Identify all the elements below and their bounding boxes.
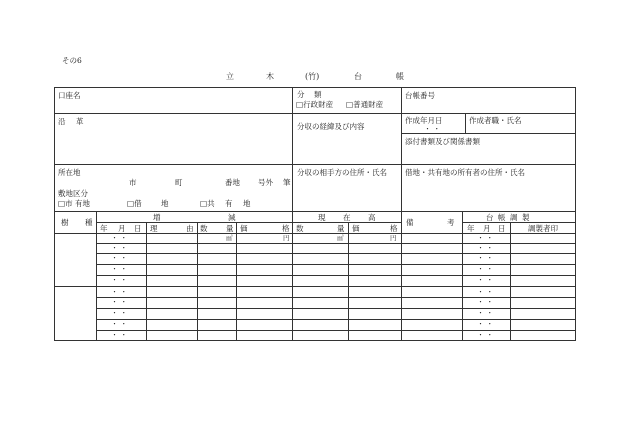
date-dots: ・ ・ xyxy=(111,298,128,306)
title-char: 木 xyxy=(266,72,274,81)
created-date-label: 作成年月日 xyxy=(405,116,443,125)
location-label: 所在地 xyxy=(58,168,81,177)
species-header-char: 樹 xyxy=(61,218,69,227)
ledger-prep-header-char: 帳 xyxy=(498,213,506,222)
ymd-header: 月 xyxy=(118,224,126,233)
increase-decrease-header-char: 減 xyxy=(228,213,236,222)
classification-label-char: 分 xyxy=(297,90,305,99)
date-dots: ・ ・ xyxy=(111,331,128,339)
date-dots: ・ ・ xyxy=(111,234,128,242)
unit-yen: 円 xyxy=(283,234,290,242)
date-dots: ・ ・ xyxy=(477,234,494,242)
ledger-prep-header-char: 製 xyxy=(522,213,530,222)
title-char: 帳 xyxy=(396,72,404,81)
location-lot: 番地 xyxy=(225,178,240,187)
remarks-header-char: 考 xyxy=(447,218,455,227)
ledger-prep-header-char: 調 xyxy=(510,213,518,222)
history-label-char: 革 xyxy=(76,117,84,126)
reason-header: 理 xyxy=(150,224,158,233)
date-dots: ・ ・ xyxy=(477,320,494,328)
form-number: その6 xyxy=(62,56,82,65)
location-city: 市 xyxy=(129,178,137,187)
unit-m3: ㎥ xyxy=(337,234,344,242)
shared-label-char: 有 xyxy=(225,199,233,208)
prep-ymd-header: 日 xyxy=(498,224,506,233)
current-header-char: 現 xyxy=(318,213,326,222)
ledger-prep-header-char: 台 xyxy=(486,213,494,222)
shared-label-char: 地 xyxy=(243,199,251,208)
location-extra: 号外 xyxy=(258,178,273,187)
ymd-header: 日 xyxy=(134,224,142,233)
counterparty-label: 分収の相手方の住所・氏名 xyxy=(297,168,387,177)
date-dots: ・ ・ xyxy=(111,244,128,252)
landowner-label: 借地・共有地の所有者の住所・氏名 xyxy=(405,168,525,177)
location-town: 町 xyxy=(175,178,183,187)
qty-header: 数 xyxy=(200,224,208,233)
ledger-number-label: 台帳番号 xyxy=(405,91,435,100)
date-dots: ・ ・ xyxy=(111,288,128,296)
date-dots: ・ ・ xyxy=(111,254,128,262)
title-char: (竹) xyxy=(305,72,320,81)
leased-checkbox[interactable]: □借 xyxy=(127,199,142,208)
date-dots: ・ ・ xyxy=(111,320,128,328)
price-header: 格 xyxy=(282,224,290,233)
attachments-label: 添付書類及び関係書類 xyxy=(405,137,480,146)
title-char: 台 xyxy=(354,72,362,81)
date-dots: ・ ・ xyxy=(477,265,494,273)
land-class-label: 敷地区分 xyxy=(58,189,88,198)
price-header: 価 xyxy=(240,224,248,233)
creator-label: 作成者職・氏名 xyxy=(469,116,522,125)
classification-label-char: 類 xyxy=(314,90,322,99)
ymd-header: 年 xyxy=(100,224,108,233)
date-dots: ・ ・ xyxy=(477,331,494,339)
current-header-char: 在 xyxy=(343,213,351,222)
acquisition-details-label: 分収の経緯及び内容 xyxy=(297,122,365,131)
date-dots: ・ ・ xyxy=(477,288,494,296)
remarks-header-char: 備 xyxy=(406,218,414,227)
date-dots: ・ ・ xyxy=(111,309,128,317)
history-label-char: 沿 xyxy=(58,117,66,126)
date-dots: ・ ・ xyxy=(477,276,494,284)
administrative-property-checkbox[interactable]: □行政財産 xyxy=(296,100,334,109)
qty-header: 量 xyxy=(226,224,234,233)
reason-header: 由 xyxy=(186,224,194,233)
date-dots: ・ ・ xyxy=(111,265,128,273)
unit-m3: ㎥ xyxy=(226,234,233,242)
prep-ymd-header: 月 xyxy=(483,224,491,233)
date-dots: ・ ・ xyxy=(477,309,494,317)
date-dots: ・ ・ xyxy=(477,298,494,306)
date-dots: ・ ・ xyxy=(477,254,494,262)
increase-decrease-header-char: 増 xyxy=(153,213,161,222)
current-header-char: 高 xyxy=(368,213,376,222)
account-name-label: 口座名 xyxy=(58,91,81,100)
city-owned-checkbox[interactable]: □市 有地 xyxy=(58,199,90,208)
date-dots: ・ ・ xyxy=(111,276,128,284)
prep-ymd-header: 年 xyxy=(467,224,475,233)
current-price-header: 格 xyxy=(390,224,398,233)
unit-yen: 円 xyxy=(390,234,397,242)
shared-checkbox[interactable]: □共 xyxy=(200,199,215,208)
species-header-char: 種 xyxy=(85,218,93,227)
title-char: 立 xyxy=(226,72,234,81)
current-price-header: 価 xyxy=(352,224,360,233)
date-dots: ・ ・ xyxy=(477,244,494,252)
current-qty-header: 数 xyxy=(296,224,304,233)
current-qty-header: 量 xyxy=(337,224,345,233)
leased-label-char: 地 xyxy=(161,199,169,208)
preparer-seal-header: 調製者印 xyxy=(528,224,558,233)
created-date-dots: ・ ・ xyxy=(424,125,441,133)
general-property-checkbox[interactable]: □普通財産 xyxy=(346,100,384,109)
location-parcel: 筆 xyxy=(283,178,291,187)
